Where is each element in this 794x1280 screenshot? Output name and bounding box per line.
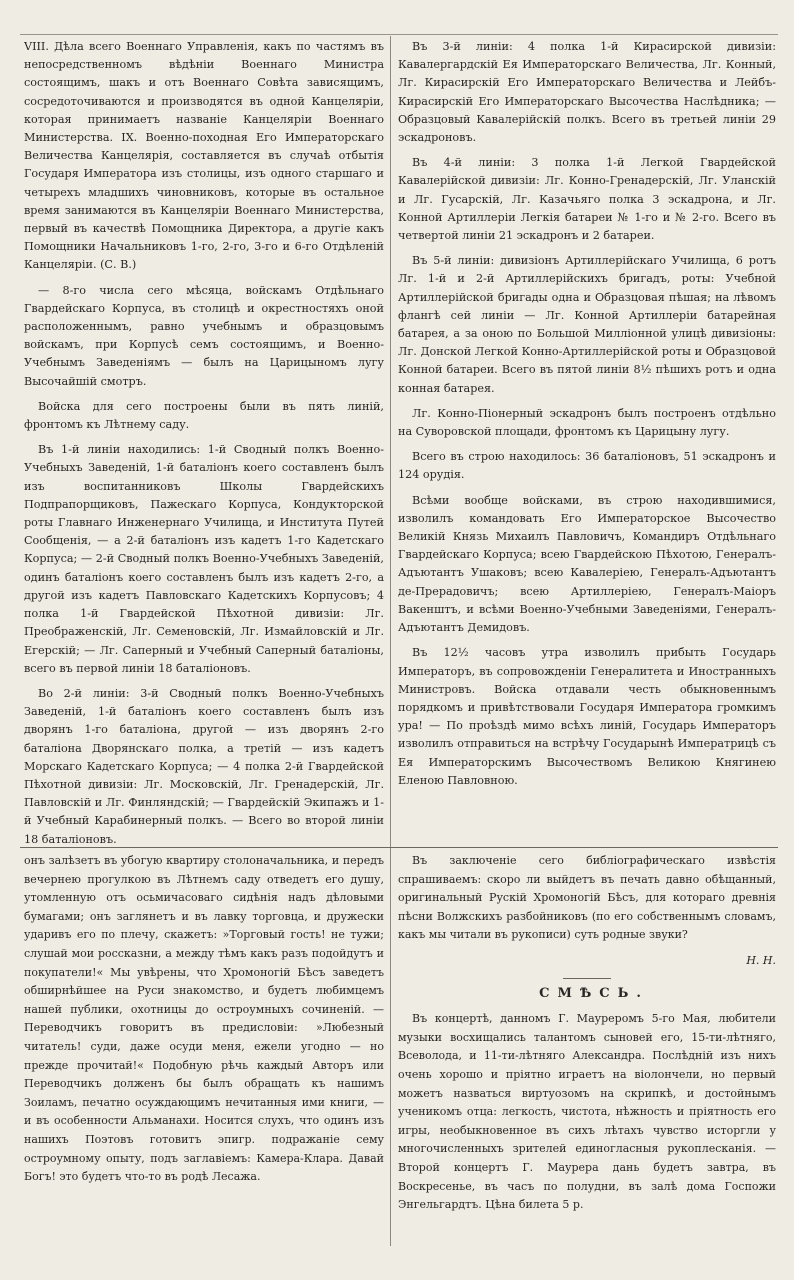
small-divider — [563, 978, 611, 979]
paragraph: VIII. Дѣла всего Военнаго Управленія, какъ по частямъ въ непосредственномъ вѣдѣніи Военнаго Министра состоящимъ, шакъ и отъ Военнаго Совѣта зависящимъ, сосредоточиваются и производятся въ одной Канцеляріи, которая принимаетъ названіе Канцеляріи Военнаго Министерства. IX. Военно-походная Его Императорскаго Величества Канцелярія, составляется въ случаѣ отбытія Государя Императора изъ столицы, изъ одного старшаго и четырехъ младшихъ чиновниковъ, которые въ остальное время занимаются въ Канцеляріи Военнаго Министерства, первый въ качествѣ Помощника Директора, а другіе какъ Помощники Начальниковъ 1-го, 2-го, 3-го и 6-го Отдѣленій Канцеляріи. (С. В.) — [24, 40, 384, 272]
paragraph: Лг. Конно-Піонерный эскадронъ былъ построенъ отдѣльно на Суворовской площади, фронтомъ къ Царицыну лугу. — [398, 406, 776, 439]
paragraph: Во 2-й линіи: 3-й Сводный полкъ Военно-Учебныхъ Заведеній, 1-й баталіонъ коего составленъ былъ изъ дворянъ 1-го баталіона, другой — изъ дворянъ 2-го баталіона Дворянскаго полка, а третій — изъ кадетъ Морскаго Кадетскаго Корпуса; — 4 полка 2-й Гвардейской Пѣхотной дивизіи: Лг. Московскій, Лг. Гренадерскій, Лг. Павловскій и Лг. Финляндскій; — Гвардейскій Экипажъ и 1-й Учебный Карабинерный полкъ. — Всего во второй линіи 18 баталіоновъ. — [24, 686, 384, 846]
column-divider — [390, 36, 391, 1246]
bottom-right-column — [398, 852, 776, 1222]
paragraph: Всѣми вообще войсками, въ строю находившимися, изволилъ командовать Его Императорское Высочество Великій Князь Михаилъ Павловичъ, Командиръ Отдѣльнаго Гвардейскаго Корпуса; всею Гвардейскою Пѣхотою, Генералъ-Адъютантъ Ушаковъ; всею Кавалеріею, Генералъ-Адъютантъ де-Прерадовичъ; всею Артиллеріею, Генералъ-Маіоръ Вакенштъ, и всѣми Военно-Учебными Заведеніями, Генералъ-Адъютантъ Демидовъ. — [398, 493, 776, 635]
top-rule — [20, 34, 778, 35]
signature: Н. Н. — [746, 953, 776, 967]
section-title: СМѢСЬ. — [539, 985, 649, 1001]
top-right-column — [398, 38, 776, 797]
paragraph: онъ залѣзетъ въ убогую квартиру столоначальника, и передъ вечернею прогулкою въ Лѣтнемъ саду отведетъ его душу, утомленную отъ осьмичасоваго сидѣнія надъ дѣловыми бумагами; онъ заглянетъ и въ лавку торговца, и дружески ударивъ его по плечу, скажетъ: »Торговый гость! не тужи; слушай мои россказни, а между тѣмъ какъ разъ подойдутъ и покупатели!« Мы увѣрены, что Хромоногій Бѣсъ заведетъ обширнѣйшее на Руси знакомство, и будетъ любимцемъ нашей публики, охотницы до остроумныхъ сочиненій. — Переводчикъ говоритъ въ предисловіи: »Любезный читатель! суди, даже осуди меня, ежели угодно — но прежде прочитай!« Подобную рѣчь каждый Авторъ или Переводчикъ долженъ бы былъ обращать къ нашимъ Зоиламъ, печатно осуждающимъ нечитанныя ими книги, — и въ особенности Альманахи. Носится слухъ, что одинъ изъ нашихъ Поэтовъ готовитъ эпигр. подражаніе сему остроумному опыту, подъ заглавіемъ: Камера-Клара. Давай Богъ! это будетъ что-то въ родѣ Лесажа. — [24, 854, 384, 1184]
bottom-left-column — [24, 852, 384, 1194]
section-divider — [20, 847, 778, 848]
paragraph: Въ 4-й линіи: 3 полка 1-й Легкой Гвардейской Кавалерійской дивизіи: Лг. Конно-Гренадерскій, Лг. Уланскій и Лг. Гусарскій, Лг. Казачьяго полка 3 эскадрона, и Лг. Конной Артиллеріи Легкія батареи № 1-го и № 2-го. Всего въ четвертой линіи 21 эскадронъ и 2 батареи. — [398, 156, 776, 243]
top-left-column — [24, 38, 384, 856]
paragraph: Войска для сего построены были въ пять линій, фронтомъ къ Лѣтнему саду. — [24, 399, 384, 432]
bibliography-note: Въ заключеніе сего библіографическаго извѣстія спрашиваемъ: скоро ли выйдетъ въ печать давно обѣщанный, оригинальный Рускій Хромоногій Бѣсъ, для котораго древнія пѣсни Волжскихъ разбойниковъ (по его собственнымъ словамъ, какъ мы читали въ рукописи) суть родные звуки? — [398, 854, 776, 942]
paragraph: Въ 3-й линіи: 4 полка 1-й Кирасирской дивизіи: Кавалергардскій Ея Императорскаго Величества, Лг. Конный, Лг. Кирасирскій Его Императорскаго Величества и Лейбъ-Кирасирскій Его Императорскаго Высочества Наслѣдника; — Образцовый Кавалерійскій полкъ. Всего въ третьей линіи 29 эскадроновъ. — [398, 40, 776, 145]
paragraph: Въ 1-й линіи находились: 1-й Сводный полкъ Военно-Учебныхъ Заведеній, 1-й баталіонъ коего составленъ былъ изъ воспитанниковъ Школы Гвардейскихъ Подпрапорщиковъ, Пажескаго Корпуса, Кондукторской роты Главнаго Инженернаго Училища, и Института Путей Сообщенія, — а 2-й баталіонъ изъ кадетъ 1-го Кадетскаго Корпуса; — 2-й Сводный полкъ Военно-Учебныхъ Заведеній, одинъ баталіонъ коего составленъ былъ изъ кадетъ 2-го, а другой изъ кадетъ Павловскаго Кадетскихъ Корпусовъ; 4 полка 1-й Гвардейской Пѣхотной дивизіи: Лг. Преображенскій, Лг. Семеновскій, Лг. Измайловскій и Лг. Егерскій; — Лг. Саперный и Учебный Саперный баталіоны, всего въ первой линіи 18 баталіоновъ. — [24, 443, 384, 675]
concert-note: Въ концертѣ, данномъ Г. Маурeромъ 5-го Мая, любители музыки восхищались талантомъ сыновей его, 15-ти-лѣтняго, Всеволода, и 11-ти-лѣтняго Александра. Послѣдній изъ нихъ очень хорошо и пріятно играетъ на віолончели, но первый можетъ назваться виртуозомъ на скрипкѣ, и достойнымъ ученикомъ отца: легкость, чистота, нѣжность и пріятность его игры, необыкновенное въ сихъ лѣтахъ чувство исторгли у многочисленныхъ зрителей единогласныя рукоплесканія. — Второй концертъ Г. Маурера дань будетъ завтра, въ Воскресенье, въ часъ по полудни, въ залѣ дома Госпожи Энгельгардтъ. Цѣна билета 5 р. — [398, 1012, 776, 1212]
paragraph: Всего въ строю находилось: 36 баталіоновъ, 51 эскадронъ и 124 орудія. — [398, 450, 776, 482]
paragraph: Въ 12½ часовъ утра изволилъ прибыть Государь Императоръ, въ сопровожденіи Генералитета и Иностранныхъ Министровъ. Войска отдавали честь обыкновеннымъ порядкомъ и привѣтствовали Государя Императора громкимъ ура! — По проѣздѣ мимо всѣхъ линій, Государь Императоръ изволилъ отправиться на встрѣчу Государынѣ Императрицѣ съ Ея Императорскимъ Высочествомъ Великою Княгинею Еленою Павловною. — [398, 646, 776, 787]
paragraph: Въ 5-й линіи: дивизіонъ Артиллерійскаго Училища, 6 ротъ Лг. 1-й и 2-й Артиллерійскихъ бригадъ, роты: Учебной Артиллерійской бригады одна и Образцовая пѣшая; на лѣвомъ флангѣ сей линіи — Лг. Конной Артиллеріи батарейная батарея, а за оною по Большой Милліонной улицѣ дивизіоны: Лг. Донской Легкой Конно-Артиллерійской роты и Образцовой Конной батареи. Всего въ пятой линіи 8½ пѣшихъ ротъ и одна конная батарея. — [398, 254, 776, 395]
paragraph: — 8-го числа сего мѣсяца, войскамъ Отдѣльнаго Гвардейскаго Корпуса, въ столицѣ и окрестностяхъ оной расположеннымъ, равно учебнымъ и образцовымъ войскамъ, при Корпусѣ семъ состоящимъ, и Военно-Учебнымъ Заведеніямъ — былъ на Царицыномъ лугу Высочайшій смотръ. — [24, 283, 384, 388]
